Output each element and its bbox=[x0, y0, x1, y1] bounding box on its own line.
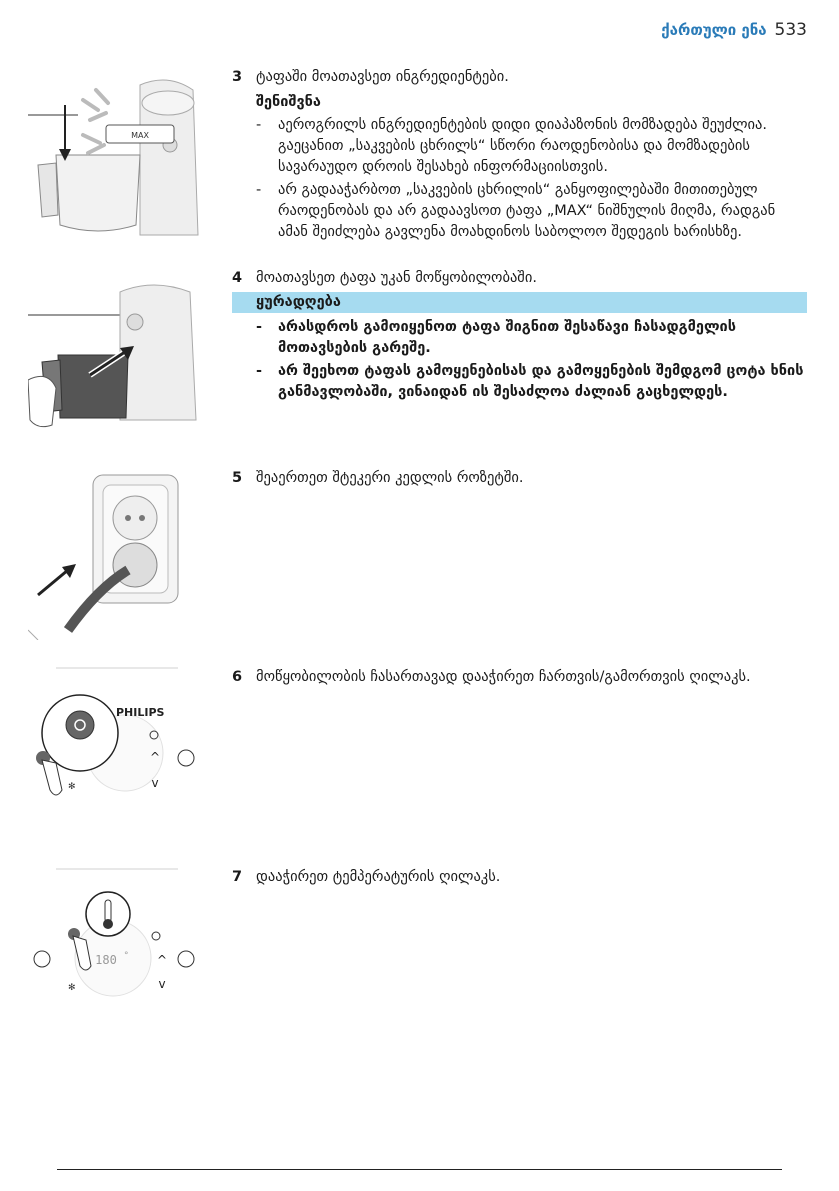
step-3 bbox=[232, 67, 807, 245]
caution-item: - არ შეეხოთ ტაფას გამოყენებისას და გამოყენების შემდგომ ცოტა ხნის განმავლობაში, ვინაიდან ის შესაძლოა ძალიან გაცხელდეს. bbox=[256, 361, 807, 403]
brand-logo: PHILIPS bbox=[116, 706, 165, 719]
step-6 bbox=[232, 667, 807, 688]
step-text: მოწყობილობის ჩასართავად დააჭირეთ ჩართვის/გამორთვის ღილაკს. bbox=[256, 669, 751, 685]
step-text: ტაფაში მოათავსეთ ინგრედიენტები. bbox=[256, 69, 509, 85]
page-number: 533 bbox=[774, 20, 807, 40]
note-item: - აეროგრილს ინგრედიენტების დიდი დიაპაზონის მომზადება შეუძლია. გაეცანით „საკვების ცხრილს“ სწორი რაოდენობისა და მომზადების სავარაუდო დროის შესახებ ინფორმაციისთვის. bbox=[256, 115, 807, 178]
caution-title: ყურადღება bbox=[232, 292, 807, 313]
svg-text:✻: ✻ bbox=[68, 782, 76, 792]
svg-text:^: ^ bbox=[149, 750, 161, 764]
max-label: MAX bbox=[131, 131, 149, 140]
figure-temperature-button bbox=[28, 866, 203, 1006]
figure-ingredients bbox=[28, 65, 203, 255]
note-item: - არ გადააჭარბოთ „საკვების ცხრილის“ განყოფილებაში მითითებულ რაოდენობას და არ გადაავსოთ ტაფა „MAX“ ნიშნულის მიღმა, რადგან ამან შეიძლება გავლენა მოახდინოს საბოლოო შედეგის ხარისხზე. bbox=[256, 180, 807, 243]
figure-power-button bbox=[28, 665, 203, 805]
step-number: 4 bbox=[232, 270, 243, 286]
svg-text:v: v bbox=[158, 977, 166, 991]
step-number: 3 bbox=[232, 69, 243, 85]
footer-divider bbox=[57, 1169, 782, 1170]
step-number: 6 bbox=[232, 669, 243, 685]
language-label: ქართული ენა bbox=[661, 21, 767, 39]
step-text: მოათავსეთ ტაფა უკან მოწყობილობაში. bbox=[256, 270, 537, 286]
step-5 bbox=[232, 468, 807, 489]
display-unit: ° bbox=[124, 951, 129, 961]
step-number: 5 bbox=[232, 470, 243, 486]
svg-text:v: v bbox=[151, 776, 159, 790]
page-header bbox=[661, 20, 807, 40]
note-list bbox=[232, 115, 807, 243]
step-7 bbox=[232, 867, 807, 888]
display-temperature: 180 bbox=[95, 953, 117, 967]
step-4 bbox=[232, 268, 807, 405]
figure-plug-socket bbox=[28, 470, 203, 640]
svg-text:✻: ✻ bbox=[68, 983, 76, 993]
figure-insert-basket bbox=[28, 270, 203, 440]
step-number: 7 bbox=[232, 869, 243, 885]
svg-text:^: ^ bbox=[156, 953, 168, 967]
caution-list bbox=[232, 317, 807, 403]
step-text: შეაერთეთ შტეკერი კედლის როზეტში. bbox=[256, 470, 524, 486]
caution-item: - არასდროს გამოიყენოთ ტაფა შიგნით შესაწავი ჩასადგმელის მოთავსების გარეშე. bbox=[256, 317, 807, 359]
step-text: დააჭირეთ ტემპერატურის ღილაკს. bbox=[256, 869, 501, 885]
note-title: შენიშვნა bbox=[256, 94, 321, 110]
